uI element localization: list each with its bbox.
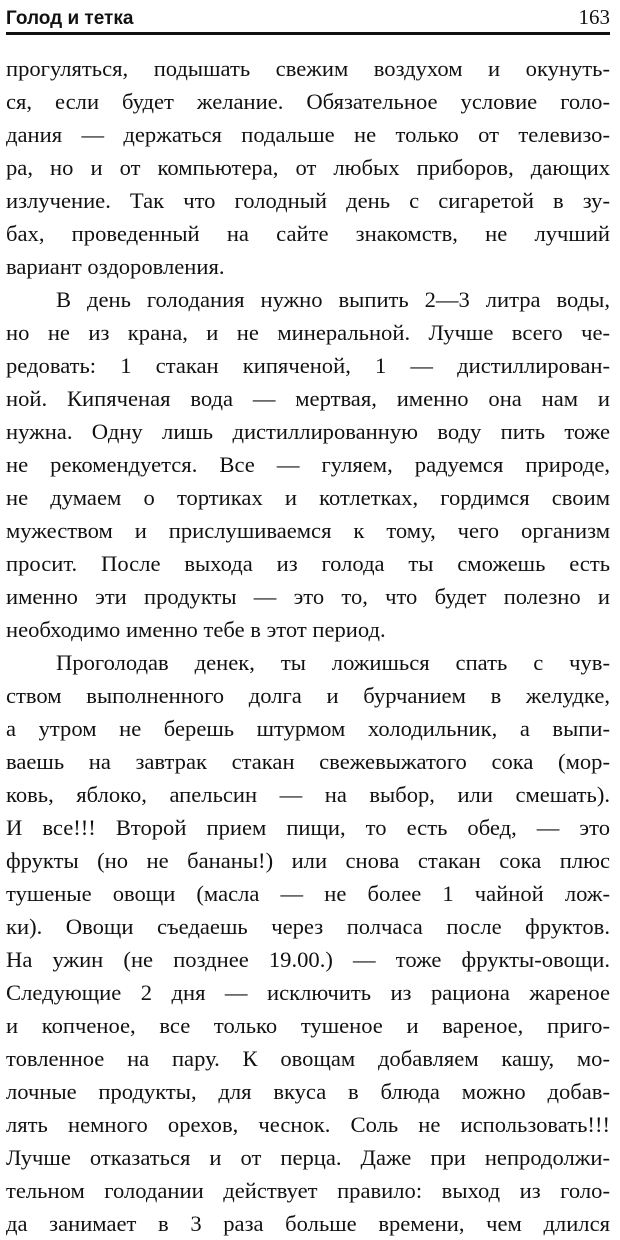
text-line: необходимо именно тебе в этот период. (6, 617, 386, 642)
text-line: И все!!! Второй прием пищи, то есть обед, — это (6, 815, 610, 840)
text-line: да занимает в 3 раза больше времени, чем длился (6, 1211, 610, 1236)
paragraph (6, 283, 610, 646)
text-line: ки). Овощи съедаешь через полчаса после фруктов. (6, 914, 610, 939)
text-line: ковь, яблоко, апельсин — на выбор, или смешать). (6, 782, 610, 807)
text-line: нужна. Одну лишь дистиллированную воду пить тоже (6, 419, 610, 444)
text-line: тельном голодании действует правило: выход из голо- (6, 1178, 610, 1203)
text-line: прогуляться, подышать свежим воздухом и окунуть- (6, 56, 610, 81)
paragraph (6, 646, 610, 1240)
text-line: но не из крана, и не минеральной. Лучше всего че- (6, 320, 610, 345)
page-number: 163 (578, 5, 610, 29)
text-line: не думаем о тортиках и котлетках, гордимся своим (6, 485, 610, 510)
text-line: ством выполненного долга и бурчанием в желудке, (6, 683, 610, 708)
body-text (6, 52, 610, 1240)
text-line: Проголодав денек, ты ложишься спать с чув- (56, 650, 610, 675)
text-line: вариант оздоровления. (6, 254, 225, 279)
text-line: ваешь на завтрак стакан свежевыжатого сока (мор- (6, 749, 610, 774)
text-line: излучение. Так что голодный день с сигаретой в зу- (6, 188, 610, 213)
text-line: Следующие 2 дня — исключить из рациона жареное (6, 980, 610, 1005)
text-line: именно эти продукты — это то, что будет полезно и (6, 584, 610, 609)
text-line: ра, но и от компьютера, от любых приборов, дающих (6, 155, 610, 180)
text-line: На ужин (не позднее 19.00.) — тоже фрукты-овощи. (6, 947, 610, 972)
text-line: редовать: 1 стакан кипяченой, 1 — дистиллирован- (6, 353, 610, 378)
text-line: товленное на пару. К овощам добавляем кашу, мо- (6, 1046, 610, 1071)
text-line: ной. Кипяченая вода — мертвая, именно она нам и (6, 386, 610, 411)
text-line: лять немного орехов, чеснок. Соль не использовать!!! (6, 1112, 610, 1137)
text-line: фрукты (но не бананы!) или снова стакан сока плюс (6, 848, 610, 873)
text-line: а утром не берешь штурмом холодильник, а выпи- (6, 716, 610, 741)
text-line: бах, проведенный на сайте знакомств, не лучший (6, 221, 610, 246)
text-line: Лучше отказаться и от перца. Даже при непродолжи- (6, 1145, 610, 1170)
text-line: ся, если будет желание. Обязательное условие голо- (6, 89, 610, 114)
page-header (6, 0, 610, 35)
text-line: лочные продукты, для вкуса в блюда можно добав- (6, 1079, 610, 1104)
text-line: просит. После выхода из голода ты сможешь есть (6, 551, 610, 576)
running-title: Голод и тетка (6, 8, 134, 29)
text-line: не рекомендуется. Все — гуляем, радуемся природе, (6, 452, 610, 477)
text-line: В день голодания нужно выпить 2—3 литра воды, (56, 287, 610, 312)
paragraph (6, 52, 610, 283)
text-line: тушеные овощи (масла — не более 1 чайной лож- (6, 881, 610, 906)
text-line: и копченое, все только тушеное и вареное, приго- (6, 1013, 610, 1038)
text-line: мужеством и прислушиваемся к тому, чего организм (6, 518, 610, 543)
text-line: дания — держаться подальше не только от телевизо- (6, 122, 610, 147)
